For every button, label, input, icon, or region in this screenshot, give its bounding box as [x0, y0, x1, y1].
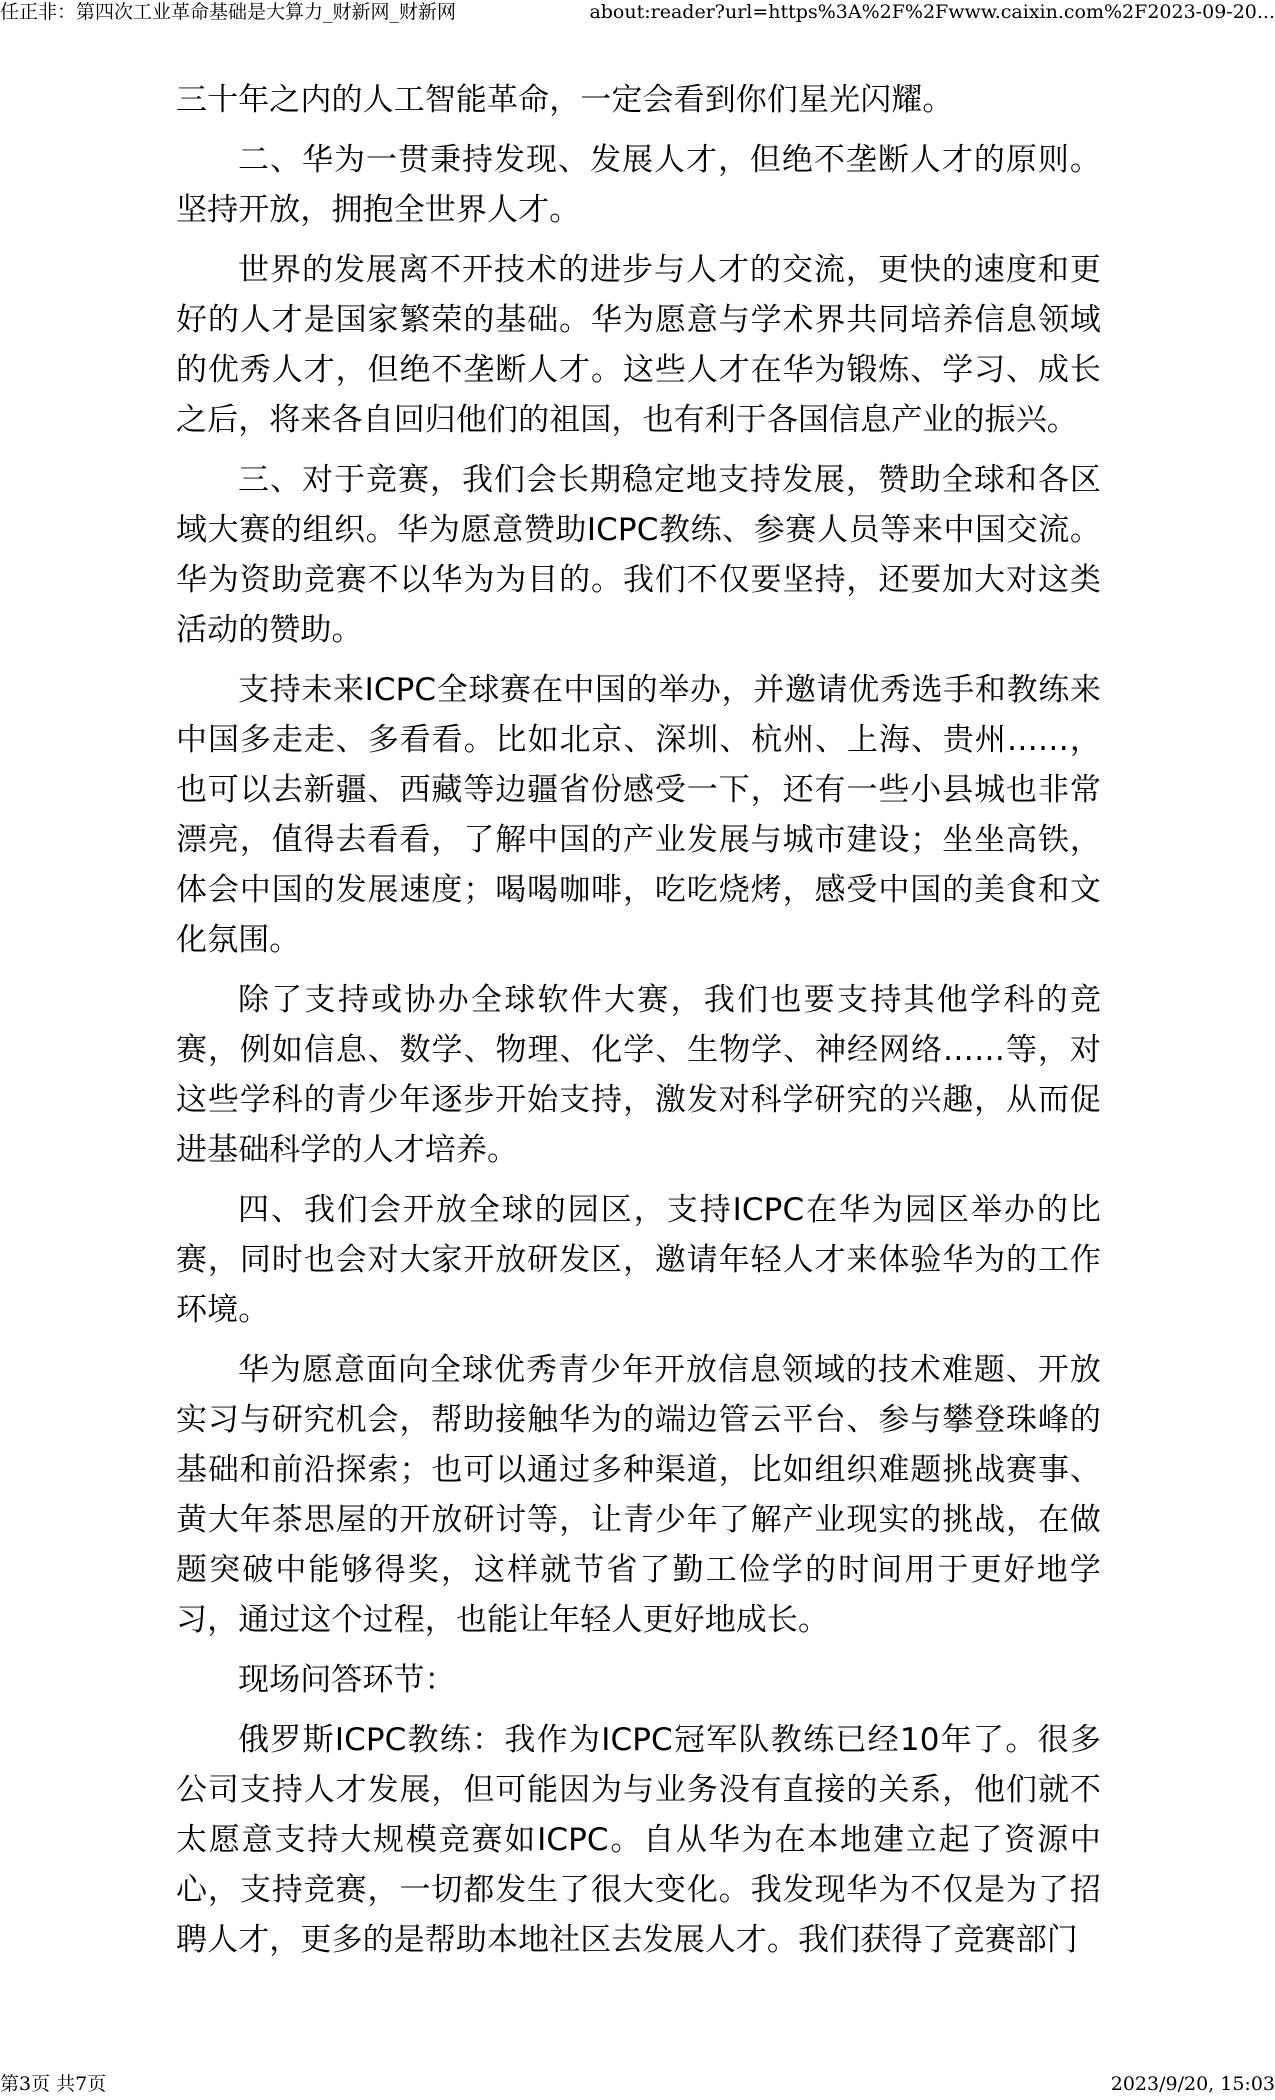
article-body [176, 75, 1101, 1975]
article-paragraph: 世界的发展离不开技术的进步与人才的交流，更快的速度和更好的人才是国家繁荣的基础。华为愿意与学术界共同培养信息领域的优秀人才，但绝不垄断人才。这些人才在华为锻炼、学习、成长之后，将来各自回归他们的祖国，也有利于各国信息产业的振兴。 [176, 252, 1101, 438]
page-header-title: 任正非：第四次工业革命基础是大算力_财新网_财新网 [0, 1, 457, 23]
article-paragraph: 三、对于竞赛，我们会长期稳定地支持发展，赞助全球和各区域大赛的组织。华为愿意赞助ICPC教练、参赛人员等来中国交流。华为资助竞赛不以华为为目的。我们不仅要坚持，还要加大对这类活动的赞助。 [176, 462, 1101, 648]
article-paragraph: 支持未来ICPC全球赛在中国的举办，并邀请优秀选手和教练来中国多走走、多看看。比如北京、深圳、杭州、上海、贵州……，也可以去新疆、西藏等边疆省份感受一下，还有一些小县城也非常漂亮，值得去看看，了解中国的产业发展与城市建设；坐坐高铁，体会中国的发展速度；喝喝咖啡，吃吃烧烤，感受中国的美食和文化氛围。 [176, 672, 1101, 958]
article-paragraph: 三十年之内的人工智能革命，一定会看到你们星光闪耀。 [176, 82, 954, 118]
article-paragraph: 华为愿意面向全球优秀青少年开放信息领域的技术难题、开放实习与研究机会，帮助接触华为的端边管云平台、参与攀登珠峰的基础和前沿探索；也可以通过多种渠道，比如组织难题挑战赛事、黄大年茶思屋的开放研讨等，让青少年了解产业现实的挑战，在做题突破中能够得奖，这样就节省了勤工俭学的时间用于更好地学习，通过这个过程，也能让年轻人更好地成长。 [176, 1352, 1101, 1638]
article-paragraph: 四、我们会开放全球的园区，支持ICPC在华为园区举办的比赛，同时也会对大家开放研发区，邀请年轻人才来体验华为的工作环境。 [176, 1192, 1101, 1328]
article-paragraph: 俄罗斯ICPC教练：我作为ICPC冠军队教练已经10年了。很多公司支持人才发展，但可能因为与业务没有直接的关系，他们就不太愿意支持大规模竞赛如ICPC。自从华为在本地建立起了资源中心，支持竞赛，一切都发生了很大变化。我发现华为不仅是为了招聘人才，更多的是帮助本地社区去发展人才。我们获得了竞赛部门 [176, 1722, 1101, 1958]
article-paragraph: 除了支持或协办全球软件大赛，我们也要支持其他学科的竞赛，例如信息、数学、物理、化学、生物学、神经网络……等，对这些学科的青少年逐步开始支持，激发对科学研究的兴趣，从而促进基础科学的人才培养。 [176, 982, 1101, 1168]
article-paragraph: 现场问答环节： [238, 1662, 456, 1698]
article-paragraph: 二、华为一贯秉持发现、发展人才，但绝不垄断人才的原则。坚持开放，拥抱全世界人才。 [176, 142, 1101, 228]
page-number: 第3页 共7页 [0, 2073, 107, 2095]
page-header-url: about:reader?url=https%3A%2F%2Fwww.caixin.com%2F2023-09-20... [589, 1, 1275, 23]
print-datetime: 2023/9/20, 15:03 [1110, 2073, 1275, 2095]
